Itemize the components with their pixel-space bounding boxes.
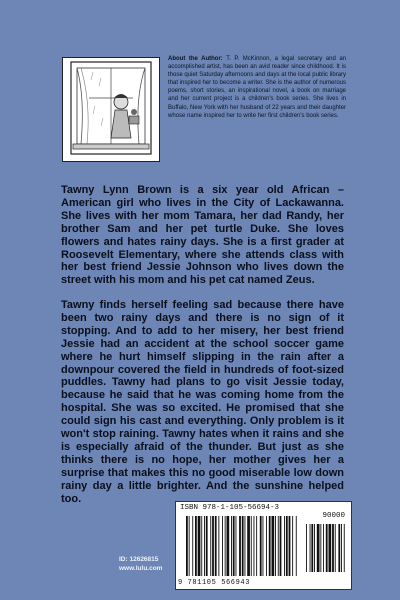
barcode-bar xyxy=(254,516,255,576)
synopsis-paragraph-2: Tawny finds herself feeling sad because there have been two rainy days and there is no sign of it stopping. And to add to her misery, her best friend Jessie had an accident at the school soccer game where he hurt himself slipping in the rain after a downpour covered the field in hundreds of foot-sized puddles. Tawny had plans to go visit Jessie today, because he said that he was coming home from the hospital. She was so excited. He promised that she could sign his cast and everything. Only problem is it won't stop raining. Tawny hates when it rains and she is especially afraid of the thunder. But just as she thinks there is no hope, her mother gives her a surprise that makes this no good miserable low down rainy day a little brighter. And the sunshine helped too. xyxy=(61,299,344,505)
price-code: 90000 xyxy=(322,512,345,520)
barcode-bar xyxy=(335,524,336,572)
barcode-bar xyxy=(266,516,267,576)
barcode-bar xyxy=(311,524,313,572)
isbn-label: ISBN 978-1-105-56694-3 xyxy=(180,504,280,512)
barcode-bar xyxy=(218,516,219,576)
barcode-bar xyxy=(272,516,275,576)
barcode-bar xyxy=(192,516,193,576)
barcode-bar xyxy=(269,516,271,576)
barcode-bar xyxy=(280,516,282,576)
barcode-bar xyxy=(231,516,232,576)
barcode-bar xyxy=(189,516,190,576)
publisher-id: ID: 12626815 xyxy=(119,556,159,563)
barcode-bar xyxy=(286,516,288,576)
barcode-bar xyxy=(306,524,307,572)
barcode-bar xyxy=(275,516,276,576)
publisher-info xyxy=(119,555,162,573)
barcode-bar xyxy=(332,524,334,572)
barcode-bar xyxy=(195,516,197,576)
barcode-bar xyxy=(344,524,345,572)
barcode-bar xyxy=(320,524,321,572)
barcode-bar xyxy=(210,516,211,576)
barcode-bars-icon xyxy=(176,502,351,589)
barcode-bar xyxy=(239,516,241,576)
barcode-bar xyxy=(326,524,328,572)
synopsis-paragraph-1: Tawny Lynn Brown is a six year old African – American girl who lives in the City of Lackawanna. She lives with her mom Tamara, her dad Randy, her brother Sam and her pet turtle Duke. She loves flowers and hates rainy days. She is a first grader at Roosevelt Elementary, where she attends class with her best friend Jessie Johnson who lives down the street with his mom and his pet cat named Zeus. xyxy=(61,184,344,287)
barcode-bar xyxy=(329,524,332,572)
barcode-bar xyxy=(247,516,250,576)
isbn-barcode xyxy=(175,501,352,590)
barcode-bar xyxy=(278,516,279,576)
barcode-bar xyxy=(245,516,246,576)
barcode-bar xyxy=(186,516,188,576)
window-sketch-icon xyxy=(63,58,159,161)
barcode-bar xyxy=(260,516,262,576)
publisher-site: www.lulu.com xyxy=(119,565,163,572)
barcode-bar xyxy=(204,516,205,576)
barcode-bar xyxy=(233,516,235,576)
barcode-bar xyxy=(284,516,285,576)
barcode-bar xyxy=(310,524,311,572)
barcode-bar xyxy=(338,524,340,572)
about-the-author xyxy=(168,55,346,120)
barcode-bar xyxy=(256,516,257,576)
barcode-bar xyxy=(212,516,214,576)
barcode-bar xyxy=(215,516,217,576)
barcode-bar xyxy=(314,524,315,572)
barcode-bar xyxy=(222,516,223,576)
barcode-bar xyxy=(251,516,252,576)
barcode-bar xyxy=(206,516,208,576)
author-bio: T. P. McKinnon, a legal secretary and an accomplished artist, has been an avid reader since childhood. It is those quiet Saturday afternoons and days at the local public library that inspired her to become a writer. She is the author of numerous poems, short stories, an inspirational novel, a book on marriage and her current project is a children's book series. She lives in Buffalo, New York with her husband of 22 years and their daughter whose name inspired her to write her first children's book series. xyxy=(168,56,347,119)
barcode-bar xyxy=(225,516,226,576)
barcode-bar xyxy=(198,516,201,576)
barcode-bar xyxy=(227,516,230,576)
barcode-bar xyxy=(317,524,320,572)
barcode-bar xyxy=(292,516,293,576)
barcode-bar xyxy=(341,524,342,572)
barcode-bar xyxy=(263,516,264,576)
girl-at-window-illustration xyxy=(62,57,160,162)
barcode-digits: 9 781105 566943 xyxy=(178,579,251,587)
about-heading: About the Author: xyxy=(168,56,223,62)
barcode-bar xyxy=(323,524,324,572)
barcode-bar xyxy=(236,516,237,576)
barcode-bar xyxy=(201,516,202,576)
barcode-bar xyxy=(289,516,291,576)
barcode-bar xyxy=(242,516,244,576)
barcode-bar xyxy=(296,516,297,576)
